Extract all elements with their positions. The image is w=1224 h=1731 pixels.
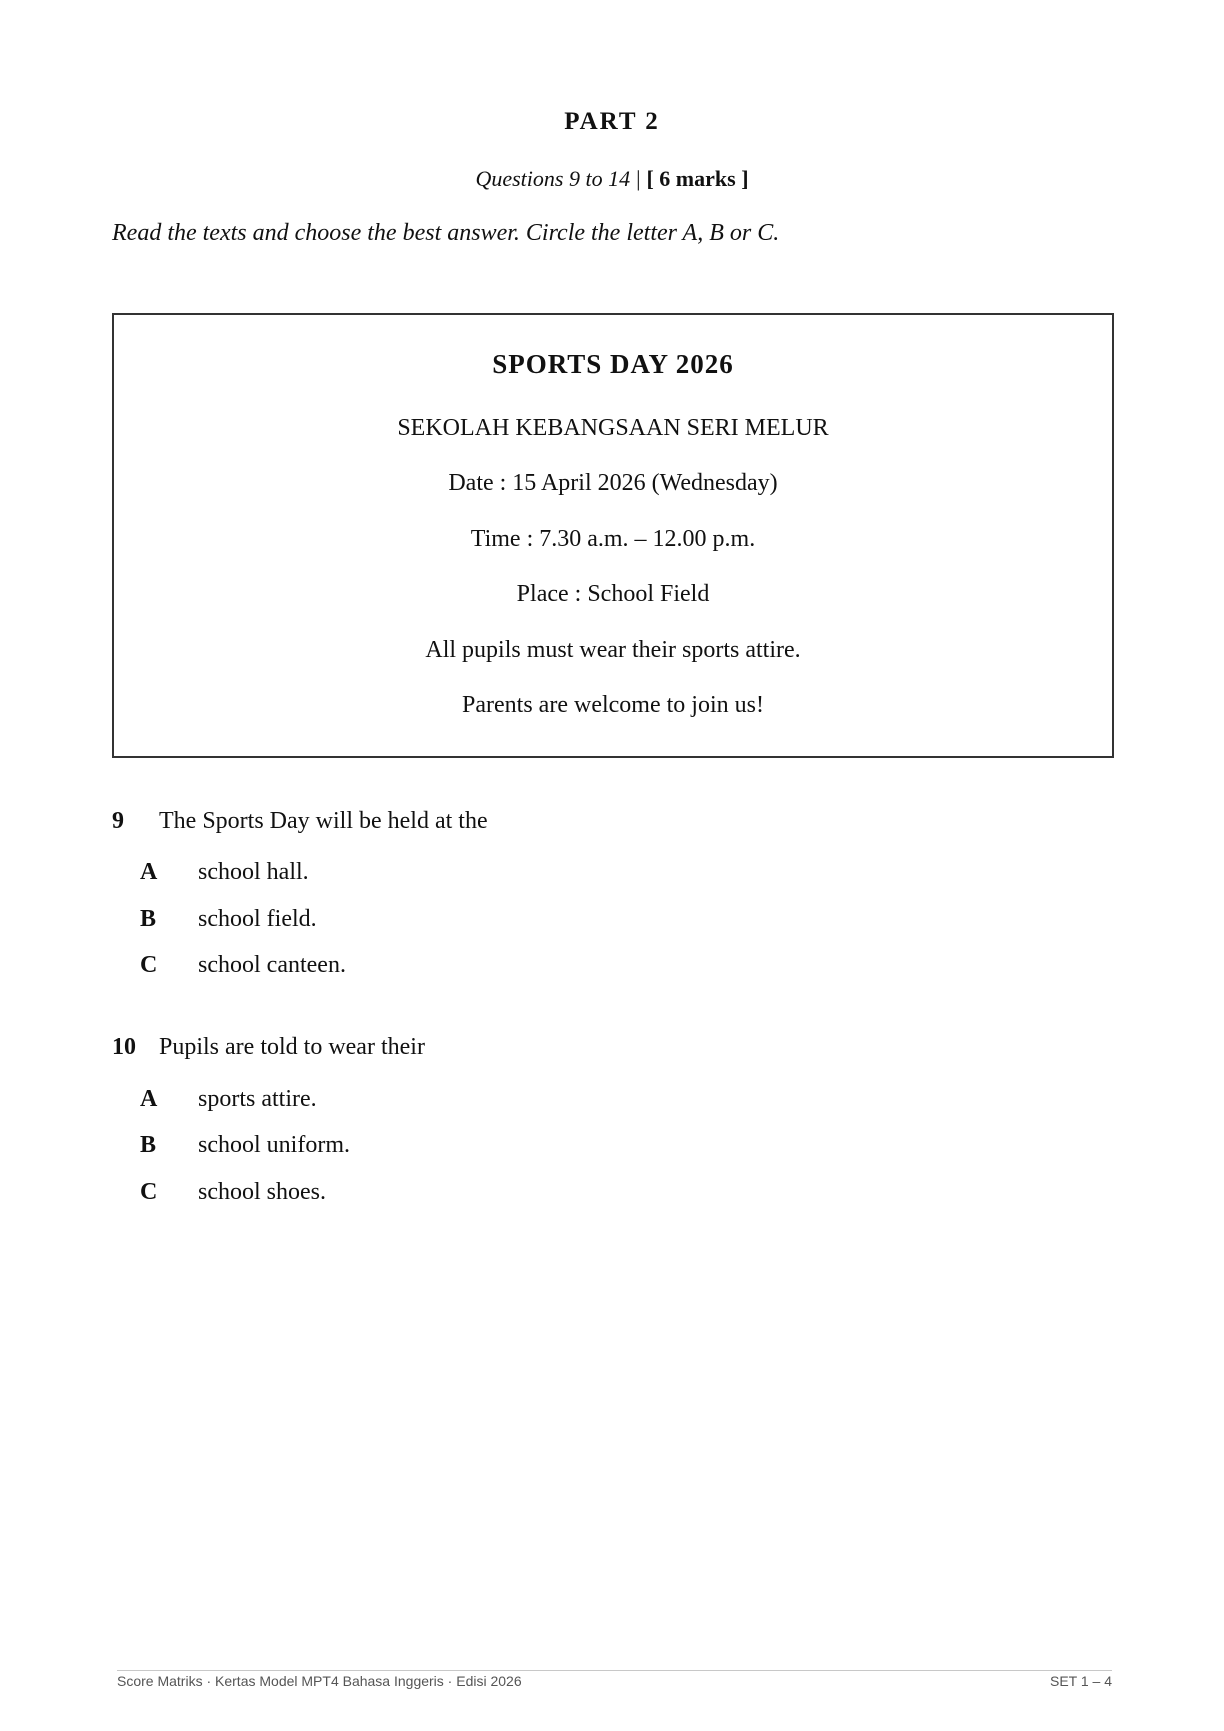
notice-welcome: Parents are welcome to join us! bbox=[462, 692, 764, 718]
option-text: school uniform. bbox=[198, 1132, 350, 1158]
option-letter: B bbox=[140, 906, 157, 932]
marks-label: [ 6 marks ] bbox=[646, 166, 749, 191]
option-letter: A bbox=[140, 1086, 158, 1112]
notice-school: SEKOLAH KEBANGSAAN SERI MELUR bbox=[397, 415, 829, 441]
notice-title: SPORTS DAY 2026 bbox=[492, 349, 734, 379]
question-number: 9 bbox=[112, 808, 124, 834]
subtitle-separator: | bbox=[636, 166, 641, 191]
sports-day-notice bbox=[112, 313, 1114, 758]
option-text: school canteen. bbox=[198, 952, 346, 978]
notice-attire: All pupils must wear their sports attire. bbox=[425, 637, 801, 663]
option-text: school field. bbox=[198, 906, 317, 932]
option-letter: B bbox=[140, 1132, 157, 1158]
questions-range: Questions 9 to 14 bbox=[475, 166, 631, 191]
footer-page-number: SET 1 – 4 bbox=[1049, 1673, 1112, 1689]
option-text: sports attire. bbox=[198, 1086, 317, 1112]
notice-time: Time : 7.30 a.m. – 12.00 p.m. bbox=[470, 526, 756, 552]
questions-subtitle bbox=[0, 166, 1224, 192]
part-title: PART 2 bbox=[564, 108, 660, 135]
notice-place: Place : School Field bbox=[516, 581, 710, 607]
footer-publication: Score Matriks · Kertas Model MPT4 Bahasa Inggeris · Edisi 2026 bbox=[117, 1673, 522, 1689]
question-stem: Pupils are told to wear their bbox=[159, 1034, 425, 1060]
option-text: school shoes. bbox=[198, 1179, 326, 1205]
question-stem: The Sports Day will be held at the bbox=[159, 808, 488, 834]
option-text: school hall. bbox=[198, 859, 309, 885]
option-letter: C bbox=[140, 1179, 158, 1205]
footer-divider bbox=[117, 1670, 1112, 1671]
notice-date: Date : 15 April 2026 (Wednesday) bbox=[448, 470, 778, 496]
option-letter: A bbox=[140, 859, 158, 885]
instruction-text: Read the texts and choose the best answer. Circle the letter A, B or C. bbox=[112, 220, 780, 246]
option-letter: C bbox=[140, 952, 158, 978]
question-number: 10 bbox=[112, 1034, 136, 1060]
